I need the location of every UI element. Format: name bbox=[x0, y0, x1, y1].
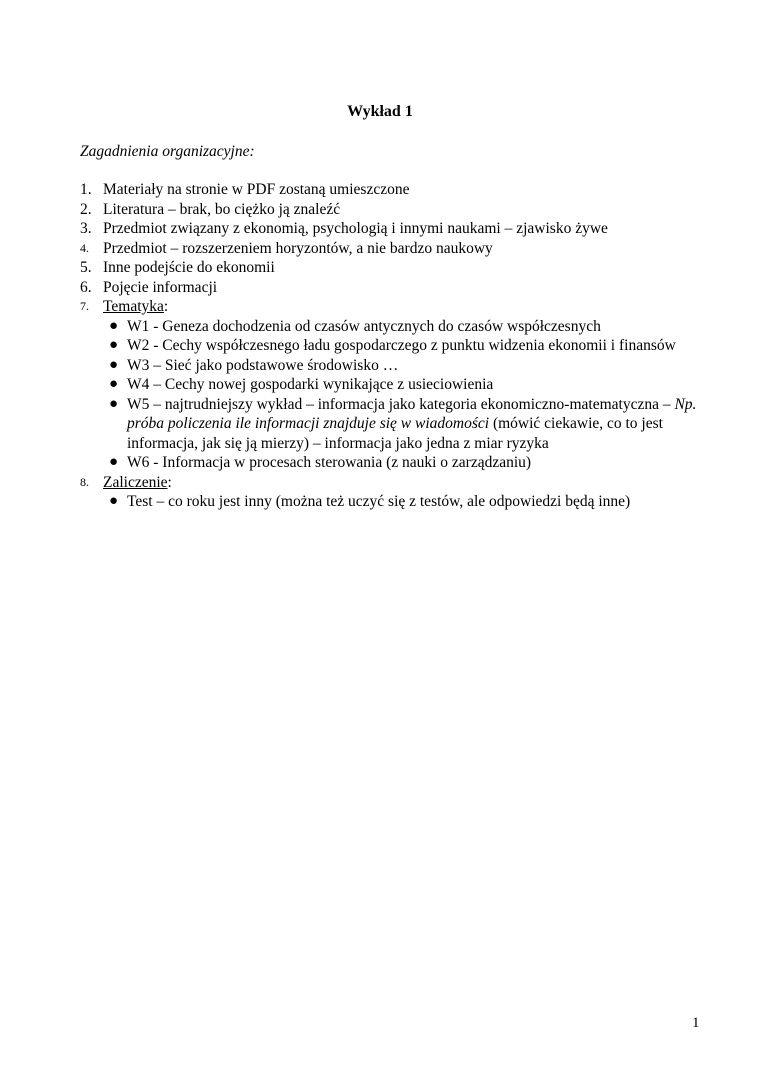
page-number: 1 bbox=[692, 1015, 700, 1031]
zaliczenie-bullet-list bbox=[80, 492, 710, 512]
bullet-icon: ● bbox=[109, 395, 119, 412]
list-number: 6. bbox=[80, 278, 92, 296]
list-item bbox=[80, 278, 710, 298]
bullet-text: Test – co roku jest inny (można też uczyć się z testów, ale odpowiedzi będą inne) bbox=[127, 493, 631, 510]
list-item bbox=[80, 180, 710, 200]
list-number: 2. bbox=[80, 200, 92, 218]
bullet-item bbox=[80, 395, 710, 454]
tematyka-bullet-list bbox=[80, 317, 710, 473]
list-item-text: Pojęcie informacji bbox=[103, 278, 218, 296]
list-number: 8. bbox=[80, 474, 89, 489]
list-item-zaliczenie bbox=[80, 473, 710, 493]
numbered-list bbox=[80, 180, 710, 512]
list-item-text: Przedmiot – rozszerzeniem horyzontów, a nie bardzo naukowy bbox=[103, 239, 493, 257]
list-number: 3. bbox=[80, 220, 92, 237]
list-number: 4. bbox=[80, 240, 89, 255]
bullet-text-italic: Np. próba policzenia ile informacji znajduje się w wiadomości bbox=[127, 395, 697, 432]
bullet-item bbox=[80, 317, 710, 337]
bullet-item bbox=[80, 336, 710, 356]
list-item-text: Literatura – brak, bo ciężko ją znaleźć bbox=[103, 200, 341, 218]
list-item bbox=[80, 200, 710, 220]
bullet-text: W1 - Geneza dochodzenia od czasów antycznych do czasów współczesnych bbox=[127, 317, 601, 335]
list-item-text: Inne podejście do ekonomii bbox=[103, 259, 275, 276]
colon: : bbox=[167, 473, 172, 491]
list-number: 1. bbox=[80, 181, 92, 198]
tematyka-heading: Tematyka bbox=[103, 298, 164, 315]
bullet-icon: ● bbox=[109, 317, 119, 334]
list-item-text: Materiały na stronie w PDF zostaną umieszczone bbox=[103, 181, 410, 198]
bullet-icon: ● bbox=[109, 493, 119, 509]
bullet-text-part: (mówić ciekawie, co to jest informacja, jak się ją mierzy) – informacja jako jedna z miar ryzyka bbox=[127, 415, 663, 452]
bullet-item bbox=[80, 492, 710, 512]
colon: : bbox=[163, 298, 169, 315]
list-item bbox=[80, 258, 710, 278]
bullet-item bbox=[80, 453, 710, 473]
bullet-text: W6 - Informacja w procesach sterowania (z nauki o zarządzaniu) bbox=[127, 454, 532, 471]
bullet-icon: ● bbox=[109, 454, 119, 470]
bullet-text bbox=[127, 396, 696, 452]
bullet-item bbox=[80, 356, 710, 376]
bullet-icon: ● bbox=[109, 356, 119, 373]
bullet-text: W3 – Sieć jako podstawowe środowisko … bbox=[127, 356, 399, 374]
list-item bbox=[80, 219, 710, 239]
bullet-item bbox=[80, 375, 710, 395]
bullet-icon: ● bbox=[109, 337, 119, 353]
section-subtitle: Zagadnienia organizacyjne: bbox=[80, 143, 255, 160]
list-item-text: Przedmiot związany z ekonomią, psychologią i innymi naukami – zjawisko żywe bbox=[103, 220, 608, 237]
list-number: 5. bbox=[80, 259, 92, 276]
list-item bbox=[80, 239, 710, 259]
list-item-tematyka bbox=[80, 297, 710, 317]
page-title: Wykład 1 bbox=[347, 103, 413, 120]
bullet-text: W2 - Cechy współczesnego ładu gospodarczego z punktu widzenia ekonomii i finansów bbox=[127, 337, 676, 354]
list-number: 7. bbox=[80, 299, 89, 313]
bullet-icon: ● bbox=[109, 376, 119, 392]
bullet-text-part: W5 – najtrudniejszy wykład – informacja jako kategoria ekonomiczno-matematyczna – bbox=[127, 395, 675, 413]
zaliczenie-heading: Zaliczenie bbox=[103, 473, 168, 491]
bullet-text: W4 – Cechy nowej gospodarki wynikające z usieciowienia bbox=[127, 376, 494, 393]
